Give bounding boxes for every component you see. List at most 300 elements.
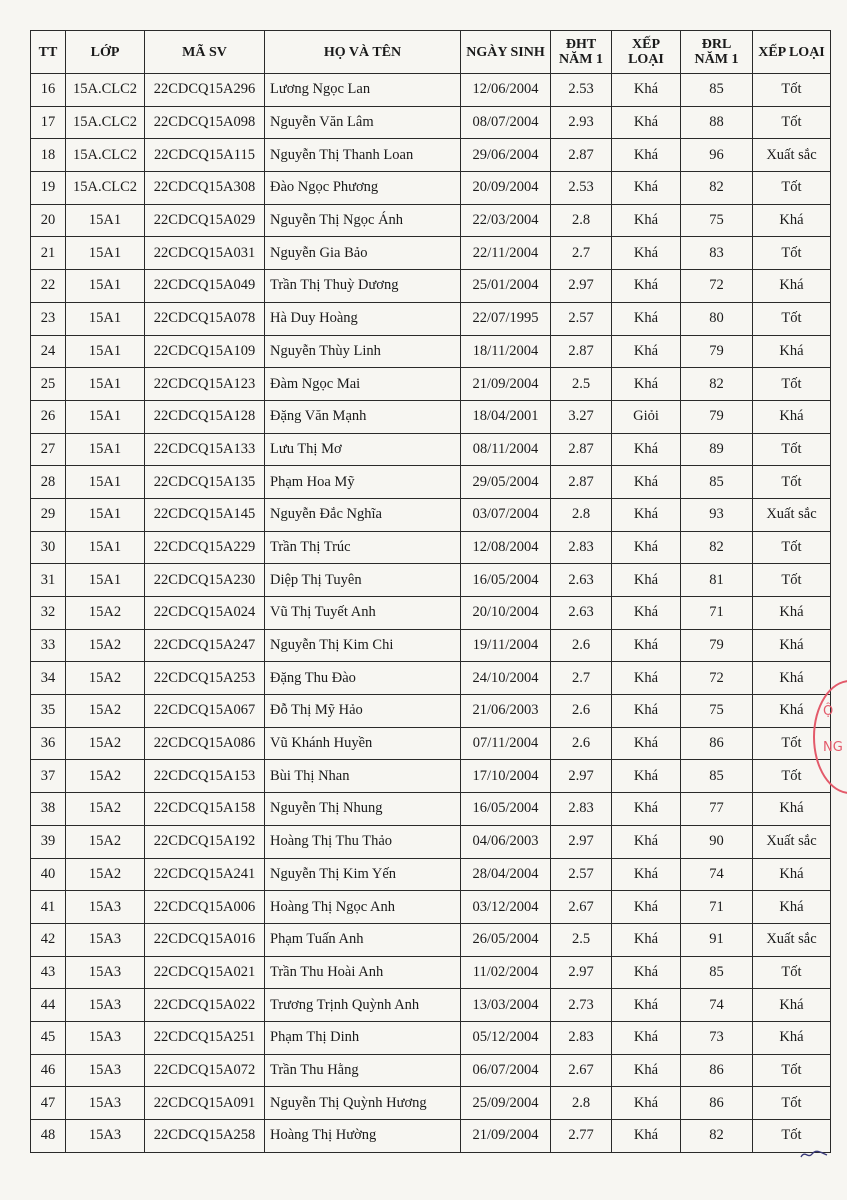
cell-conduct-score: 88: [681, 106, 753, 139]
cell-gpa-year1: 2.67: [551, 891, 612, 924]
cell-birth-date: 20/09/2004: [461, 172, 551, 205]
cell-conduct-score: 96: [681, 139, 753, 172]
cell-birth-date: 21/06/2003: [461, 695, 551, 728]
cell-student-id: 22CDCQ15A029: [145, 204, 265, 237]
cell-full-name: Phạm Thị Dinh: [265, 1021, 461, 1054]
cell-academic-rank: Khá: [612, 989, 681, 1022]
cell-full-name: Trương Trịnh Quỳnh Anh: [265, 989, 461, 1022]
header-tt: TT: [31, 31, 66, 74]
cell-academic-rank: Khá: [612, 368, 681, 401]
cell-academic-rank: Khá: [612, 106, 681, 139]
cell-conduct-rank: Khá: [753, 695, 831, 728]
table-row: [31, 204, 831, 237]
cell-conduct-score: 74: [681, 858, 753, 891]
stamp-text-1: Ộ: [823, 704, 834, 719]
cell-conduct-score: 86: [681, 1054, 753, 1087]
cell-row-number: 32: [31, 597, 66, 630]
cell-conduct-rank: Khá: [753, 989, 831, 1022]
cell-class: 15A1: [66, 564, 145, 597]
table-row: [31, 531, 831, 564]
cell-student-id: 22CDCQ15A308: [145, 172, 265, 205]
cell-class: 15A2: [66, 793, 145, 826]
cell-full-name: Đặng Thu Đào: [265, 662, 461, 695]
table-row: [31, 956, 831, 989]
table-row: [31, 891, 831, 924]
table-row: [31, 662, 831, 695]
cell-row-number: 38: [31, 793, 66, 826]
cell-conduct-rank: Tốt: [753, 106, 831, 139]
cell-class: 15A1: [66, 498, 145, 531]
cell-gpa-year1: 2.97: [551, 760, 612, 793]
cell-conduct-rank: Khá: [753, 270, 831, 303]
cell-conduct-score: 74: [681, 989, 753, 1022]
cell-full-name: Nguyễn Thị Ngọc Ánh: [265, 204, 461, 237]
cell-conduct-score: 75: [681, 695, 753, 728]
cell-conduct-rank: Tốt: [753, 1054, 831, 1087]
cell-conduct-score: 72: [681, 662, 753, 695]
cell-conduct-score: 85: [681, 466, 753, 499]
cell-full-name: Đỗ Thị Mỹ Hảo: [265, 695, 461, 728]
cell-full-name: Phạm Tuấn Anh: [265, 923, 461, 956]
student-list-sheet: [30, 30, 830, 1153]
cell-birth-date: 20/10/2004: [461, 597, 551, 630]
cell-birth-date: 03/12/2004: [461, 891, 551, 924]
cell-class: 15A3: [66, 891, 145, 924]
cell-student-id: 22CDCQ15A031: [145, 237, 265, 270]
cell-gpa-year1: 2.87: [551, 466, 612, 499]
cell-academic-rank: Khá: [612, 727, 681, 760]
cell-full-name: Hoàng Thị Thu Thảo: [265, 825, 461, 858]
cell-conduct-rank: Xuất sắc: [753, 498, 831, 531]
cell-gpa-year1: 2.53: [551, 172, 612, 205]
cell-gpa-year1: 2.6: [551, 695, 612, 728]
cell-class: 15A2: [66, 629, 145, 662]
cell-student-id: 22CDCQ15A153: [145, 760, 265, 793]
cell-student-id: 22CDCQ15A241: [145, 858, 265, 891]
cell-student-id: 22CDCQ15A072: [145, 1054, 265, 1087]
cell-conduct-rank: Tốt: [753, 760, 831, 793]
cell-conduct-rank: Tốt: [753, 727, 831, 760]
cell-academic-rank: Khá: [612, 825, 681, 858]
cell-row-number: 33: [31, 629, 66, 662]
cell-academic-rank: Khá: [612, 662, 681, 695]
cell-birth-date: 03/07/2004: [461, 498, 551, 531]
cell-conduct-score: 80: [681, 302, 753, 335]
table-row: [31, 825, 831, 858]
cell-full-name: Bùi Thị Nhan: [265, 760, 461, 793]
cell-birth-date: 18/04/2001: [461, 400, 551, 433]
cell-class: 15A3: [66, 1021, 145, 1054]
table-row: [31, 564, 831, 597]
cell-academic-rank: Khá: [612, 139, 681, 172]
cell-row-number: 34: [31, 662, 66, 695]
cell-student-id: 22CDCQ15A253: [145, 662, 265, 695]
cell-academic-rank: Khá: [612, 1054, 681, 1087]
cell-academic-rank: Khá: [612, 1087, 681, 1120]
cell-class: 15A3: [66, 956, 145, 989]
cell-student-id: 22CDCQ15A022: [145, 989, 265, 1022]
cell-gpa-year1: 2.8: [551, 1087, 612, 1120]
table-row: [31, 793, 831, 826]
table-row: [31, 629, 831, 662]
cell-conduct-score: 86: [681, 1087, 753, 1120]
cell-row-number: 37: [31, 760, 66, 793]
cell-gpa-year1: 2.87: [551, 433, 612, 466]
cell-conduct-rank: Khá: [753, 335, 831, 368]
table-row: [31, 139, 831, 172]
cell-conduct-rank: Khá: [753, 858, 831, 891]
cell-conduct-rank: Khá: [753, 662, 831, 695]
cell-gpa-year1: 2.7: [551, 237, 612, 270]
cell-student-id: 22CDCQ15A133: [145, 433, 265, 466]
cell-row-number: 26: [31, 400, 66, 433]
cell-birth-date: 07/11/2004: [461, 727, 551, 760]
cell-conduct-score: 79: [681, 335, 753, 368]
cell-row-number: 18: [31, 139, 66, 172]
cell-class: 15A1: [66, 335, 145, 368]
table-row: [31, 106, 831, 139]
cell-full-name: Vũ Thị Tuyết Anh: [265, 597, 461, 630]
cell-student-id: 22CDCQ15A024: [145, 597, 265, 630]
cell-conduct-score: 71: [681, 891, 753, 924]
cell-conduct-score: 83: [681, 237, 753, 270]
cell-class: 15A.CLC2: [66, 139, 145, 172]
cell-gpa-year1: 2.63: [551, 564, 612, 597]
cell-birth-date: 05/12/2004: [461, 1021, 551, 1054]
cell-gpa-year1: 2.73: [551, 989, 612, 1022]
cell-student-id: 22CDCQ15A258: [145, 1120, 265, 1153]
table-row: [31, 466, 831, 499]
cell-birth-date: 06/07/2004: [461, 1054, 551, 1087]
cell-birth-date: 04/06/2003: [461, 825, 551, 858]
cell-row-number: 17: [31, 106, 66, 139]
cell-conduct-rank: Xuất sắc: [753, 923, 831, 956]
header-student-id: MÃ SV: [145, 31, 265, 74]
cell-class: 15A1: [66, 433, 145, 466]
header-row: [31, 31, 831, 74]
cell-birth-date: 29/05/2004: [461, 466, 551, 499]
cell-conduct-rank: Tốt: [753, 564, 831, 597]
cell-gpa-year1: 2.8: [551, 498, 612, 531]
cell-student-id: 22CDCQ15A067: [145, 695, 265, 728]
cell-row-number: 22: [31, 270, 66, 303]
cell-conduct-score: 93: [681, 498, 753, 531]
cell-birth-date: 22/07/1995: [461, 302, 551, 335]
cell-full-name: Nguyễn Văn Lâm: [265, 106, 461, 139]
cell-academic-rank: Khá: [612, 466, 681, 499]
cell-gpa-year1: 2.5: [551, 923, 612, 956]
cell-row-number: 16: [31, 74, 66, 107]
cell-academic-rank: Khá: [612, 1120, 681, 1153]
cell-academic-rank: Khá: [612, 923, 681, 956]
cell-student-id: 22CDCQ15A078: [145, 302, 265, 335]
cell-conduct-score: 90: [681, 825, 753, 858]
cell-birth-date: 08/11/2004: [461, 433, 551, 466]
cell-conduct-rank: Tốt: [753, 433, 831, 466]
cell-student-id: 22CDCQ15A016: [145, 923, 265, 956]
cell-gpa-year1: 2.97: [551, 270, 612, 303]
cell-birth-date: 12/06/2004: [461, 74, 551, 107]
cell-full-name: Nguyễn Đắc Nghĩa: [265, 498, 461, 531]
table-row: [31, 1120, 831, 1153]
cell-birth-date: 16/05/2004: [461, 793, 551, 826]
cell-class: 15A.CLC2: [66, 172, 145, 205]
header-class: LỚP: [66, 31, 145, 74]
cell-row-number: 40: [31, 858, 66, 891]
cell-student-id: 22CDCQ15A247: [145, 629, 265, 662]
cell-row-number: 36: [31, 727, 66, 760]
cell-row-number: 45: [31, 1021, 66, 1054]
table-row: [31, 695, 831, 728]
cell-class: 15A.CLC2: [66, 106, 145, 139]
cell-gpa-year1: 2.83: [551, 793, 612, 826]
cell-birth-date: 16/05/2004: [461, 564, 551, 597]
cell-student-id: 22CDCQ15A135: [145, 466, 265, 499]
cell-conduct-score: 89: [681, 433, 753, 466]
cell-academic-rank: Khá: [612, 858, 681, 891]
cell-student-id: 22CDCQ15A098: [145, 106, 265, 139]
cell-class: 15A2: [66, 760, 145, 793]
cell-full-name: Nguyễn Thị Kim Yến: [265, 858, 461, 891]
table-row: [31, 597, 831, 630]
cell-student-id: 22CDCQ15A192: [145, 825, 265, 858]
cell-conduct-score: 75: [681, 204, 753, 237]
cell-academic-rank: Khá: [612, 335, 681, 368]
cell-conduct-rank: Tốt: [753, 531, 831, 564]
table-row: [31, 858, 831, 891]
cell-academic-rank: Khá: [612, 302, 681, 335]
cell-birth-date: 24/10/2004: [461, 662, 551, 695]
signature-mark: [800, 1148, 828, 1160]
cell-conduct-rank: Xuất sắc: [753, 825, 831, 858]
cell-row-number: 35: [31, 695, 66, 728]
cell-conduct-rank: Xuất sắc: [753, 139, 831, 172]
cell-student-id: 22CDCQ15A123: [145, 368, 265, 401]
cell-gpa-year1: 2.83: [551, 531, 612, 564]
cell-full-name: Lương Ngọc Lan: [265, 74, 461, 107]
cell-student-id: 22CDCQ15A021: [145, 956, 265, 989]
cell-class: 15A1: [66, 237, 145, 270]
cell-birth-date: 25/09/2004: [461, 1087, 551, 1120]
cell-gpa-year1: 2.97: [551, 956, 612, 989]
cell-full-name: Vũ Khánh Huyền: [265, 727, 461, 760]
cell-conduct-rank: Khá: [753, 204, 831, 237]
cell-conduct-rank: Tốt: [753, 368, 831, 401]
table-row: [31, 172, 831, 205]
cell-gpa-year1: 2.67: [551, 1054, 612, 1087]
cell-conduct-rank: Khá: [753, 793, 831, 826]
cell-class: 15A2: [66, 597, 145, 630]
cell-birth-date: 11/02/2004: [461, 956, 551, 989]
table-row: [31, 302, 831, 335]
cell-gpa-year1: 2.93: [551, 106, 612, 139]
cell-row-number: 30: [31, 531, 66, 564]
cell-academic-rank: Khá: [612, 204, 681, 237]
cell-conduct-score: 81: [681, 564, 753, 597]
cell-full-name: Nguyễn Thùy Linh: [265, 335, 461, 368]
cell-class: 15A2: [66, 858, 145, 891]
cell-conduct-score: 77: [681, 793, 753, 826]
cell-gpa-year1: 3.27: [551, 400, 612, 433]
cell-conduct-score: 85: [681, 74, 753, 107]
table-row: [31, 1021, 831, 1054]
cell-conduct-score: 85: [681, 956, 753, 989]
cell-class: 15A3: [66, 1120, 145, 1153]
cell-row-number: 46: [31, 1054, 66, 1087]
cell-conduct-score: 91: [681, 923, 753, 956]
cell-gpa-year1: 2.6: [551, 727, 612, 760]
cell-class: 15A2: [66, 695, 145, 728]
cell-conduct-score: 82: [681, 172, 753, 205]
cell-student-id: 22CDCQ15A158: [145, 793, 265, 826]
cell-row-number: 48: [31, 1120, 66, 1153]
cell-row-number: 39: [31, 825, 66, 858]
cell-gpa-year1: 2.53: [551, 74, 612, 107]
cell-class: 15A1: [66, 204, 145, 237]
cell-class: 15A.CLC2: [66, 74, 145, 107]
table-row: [31, 74, 831, 107]
cell-birth-date: 29/06/2004: [461, 139, 551, 172]
cell-conduct-rank: Khá: [753, 629, 831, 662]
cell-academic-rank: Khá: [612, 629, 681, 662]
cell-gpa-year1: 2.7: [551, 662, 612, 695]
cell-academic-rank: Khá: [612, 793, 681, 826]
table-row: [31, 498, 831, 531]
cell-student-id: 22CDCQ15A128: [145, 400, 265, 433]
cell-student-id: 22CDCQ15A230: [145, 564, 265, 597]
cell-gpa-year1: 2.87: [551, 139, 612, 172]
cell-birth-date: 13/03/2004: [461, 989, 551, 1022]
cell-full-name: Đào Ngọc Phương: [265, 172, 461, 205]
cell-full-name: Hoàng Thị Hường: [265, 1120, 461, 1153]
table-row: [31, 923, 831, 956]
cell-birth-date: 26/05/2004: [461, 923, 551, 956]
cell-row-number: 41: [31, 891, 66, 924]
cell-academic-rank: Khá: [612, 891, 681, 924]
cell-gpa-year1: 2.5: [551, 368, 612, 401]
cell-class: 15A1: [66, 466, 145, 499]
cell-birth-date: 21/09/2004: [461, 1120, 551, 1153]
cell-conduct-rank: Tốt: [753, 237, 831, 270]
cell-class: 15A1: [66, 302, 145, 335]
header-conduct-year1: ĐRL NĂM 1: [681, 31, 753, 74]
cell-row-number: 21: [31, 237, 66, 270]
cell-conduct-rank: Khá: [753, 891, 831, 924]
cell-conduct-rank: Tốt: [753, 74, 831, 107]
cell-student-id: 22CDCQ15A006: [145, 891, 265, 924]
cell-full-name: Diệp Thị Tuyên: [265, 564, 461, 597]
table-row: [31, 400, 831, 433]
cell-class: 15A1: [66, 270, 145, 303]
cell-class: 15A2: [66, 662, 145, 695]
cell-conduct-score: 82: [681, 531, 753, 564]
cell-full-name: Trần Thu Hằng: [265, 1054, 461, 1087]
cell-birth-date: 25/01/2004: [461, 270, 551, 303]
cell-conduct-rank: Tốt: [753, 956, 831, 989]
student-table: [30, 30, 834, 1153]
cell-conduct-rank: Tốt: [753, 1087, 831, 1120]
cell-conduct-score: 72: [681, 270, 753, 303]
cell-row-number: 44: [31, 989, 66, 1022]
cell-academic-rank: Khá: [612, 531, 681, 564]
cell-full-name: Nguyễn Thị Thanh Loan: [265, 139, 461, 172]
cell-full-name: Trần Thị Thuỳ Dương: [265, 270, 461, 303]
cell-row-number: 20: [31, 204, 66, 237]
cell-full-name: Trần Thị Trúc: [265, 531, 461, 564]
cell-row-number: 43: [31, 956, 66, 989]
cell-conduct-score: 85: [681, 760, 753, 793]
header-gpa-year1: ĐHT NĂM 1: [551, 31, 612, 74]
table-row: [31, 989, 831, 1022]
cell-full-name: Đặng Văn Mạnh: [265, 400, 461, 433]
table-row: [31, 368, 831, 401]
cell-full-name: Nguyễn Gia Bảo: [265, 237, 461, 270]
cell-full-name: Nguyễn Thị Quỳnh Hương: [265, 1087, 461, 1120]
cell-student-id: 22CDCQ15A296: [145, 74, 265, 107]
cell-academic-rank: Giỏi: [612, 400, 681, 433]
cell-gpa-year1: 2.63: [551, 597, 612, 630]
cell-conduct-rank: Tốt: [753, 1120, 831, 1153]
cell-birth-date: 12/08/2004: [461, 531, 551, 564]
cell-academic-rank: Khá: [612, 172, 681, 205]
cell-row-number: 25: [31, 368, 66, 401]
table-row: [31, 760, 831, 793]
cell-conduct-score: 86: [681, 727, 753, 760]
cell-gpa-year1: 2.97: [551, 825, 612, 858]
stamp-text-2: NG: [823, 740, 843, 755]
cell-row-number: 29: [31, 498, 66, 531]
cell-academic-rank: Khá: [612, 760, 681, 793]
cell-student-id: 22CDCQ15A049: [145, 270, 265, 303]
cell-row-number: 42: [31, 923, 66, 956]
cell-class: 15A3: [66, 1054, 145, 1087]
cell-row-number: 23: [31, 302, 66, 335]
cell-gpa-year1: 2.87: [551, 335, 612, 368]
cell-student-id: 22CDCQ15A145: [145, 498, 265, 531]
cell-birth-date: 17/10/2004: [461, 760, 551, 793]
cell-student-id: 22CDCQ15A091: [145, 1087, 265, 1120]
cell-academic-rank: Khá: [612, 237, 681, 270]
cell-conduct-score: 73: [681, 1021, 753, 1054]
cell-academic-rank: Khá: [612, 498, 681, 531]
cell-class: 15A3: [66, 1087, 145, 1120]
cell-conduct-score: 79: [681, 400, 753, 433]
cell-student-id: 22CDCQ15A115: [145, 139, 265, 172]
cell-full-name: Hà Duy Hoàng: [265, 302, 461, 335]
cell-conduct-score: 71: [681, 597, 753, 630]
table-row: [31, 727, 831, 760]
cell-class: 15A1: [66, 400, 145, 433]
cell-conduct-rank: Tốt: [753, 466, 831, 499]
cell-class: 15A2: [66, 825, 145, 858]
header-academic-rank: XẾP LOẠI: [612, 31, 681, 74]
cell-birth-date: 22/11/2004: [461, 237, 551, 270]
table-row: [31, 1054, 831, 1087]
cell-full-name: Lưu Thị Mơ: [265, 433, 461, 466]
cell-academic-rank: Khá: [612, 564, 681, 597]
cell-conduct-rank: Tốt: [753, 302, 831, 335]
cell-student-id: 22CDCQ15A251: [145, 1021, 265, 1054]
cell-row-number: 27: [31, 433, 66, 466]
cell-class: 15A3: [66, 989, 145, 1022]
cell-gpa-year1: 2.57: [551, 858, 612, 891]
cell-gpa-year1: 2.77: [551, 1120, 612, 1153]
cell-birth-date: 22/03/2004: [461, 204, 551, 237]
cell-row-number: 28: [31, 466, 66, 499]
cell-class: 15A1: [66, 531, 145, 564]
table-row: [31, 1087, 831, 1120]
cell-full-name: Trần Thu Hoài Anh: [265, 956, 461, 989]
